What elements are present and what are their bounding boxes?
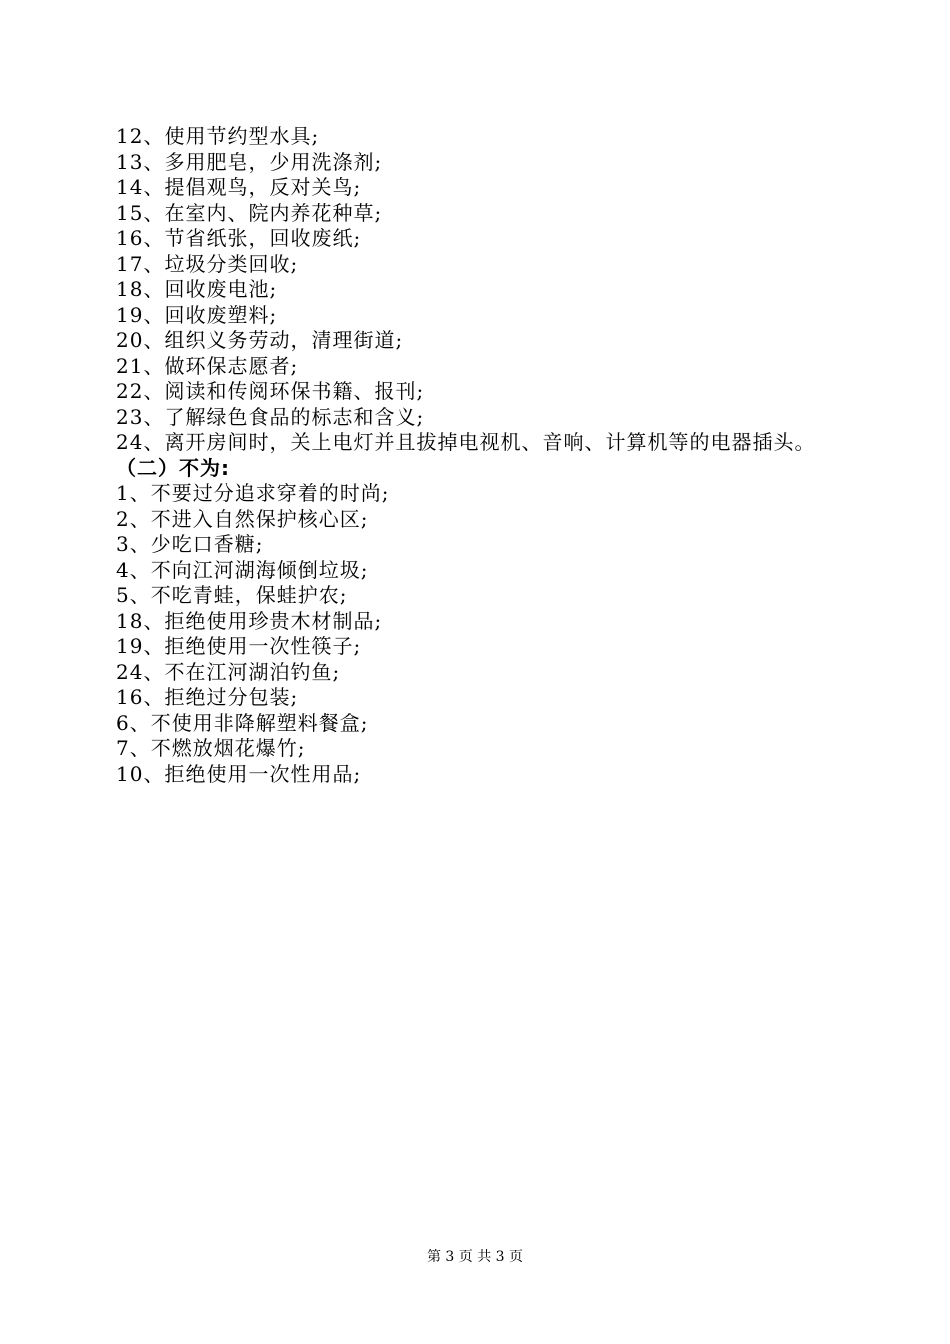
section-heading: （二）不为: xyxy=(116,455,230,480)
list-item: 24、不在江河湖泊钓鱼; xyxy=(116,659,341,684)
list-item: 5、不吃青蛙，保蛙护农; xyxy=(116,583,348,607)
list-item: 17、垃圾分类回收; xyxy=(116,251,299,276)
list-item: 4、不向江河湖海倾倒垃圾; xyxy=(116,557,369,582)
list-item: 16、节省纸张，回收废纸; xyxy=(116,226,362,250)
list-item: 22、阅读和传阅环保书籍、报刊; xyxy=(116,379,425,403)
list-item: 14、提倡观鸟，反对关鸟; xyxy=(116,175,362,199)
list-item: 1、不要过分追求穿着的时尚; xyxy=(116,481,390,505)
list-item: 15、在室内、院内养花种草; xyxy=(116,200,383,225)
list-item: 23、了解绿色食品的标志和含义; xyxy=(116,404,425,429)
list-item: 19、拒绝使用一次性筷子; xyxy=(116,634,362,658)
list-item: 18、回收废电池; xyxy=(116,277,278,301)
list-item: 19、回收废塑料; xyxy=(116,302,278,327)
list-item: 24、离开房间时，关上电灯并且拔掉电视机、音响、计算机等的电器插头。 xyxy=(116,430,816,454)
list-item: 18、拒绝使用珍贵木材制品; xyxy=(116,608,383,633)
list-item: 3、少吃口香糖; xyxy=(116,532,264,556)
document-body xyxy=(116,124,896,787)
list-item: 2、不进入自然保护核心区; xyxy=(116,506,369,531)
list-item: 7、不燃放烟花爆竹; xyxy=(116,736,306,760)
list-item: 20、组织义务劳动，清理街道; xyxy=(116,328,404,352)
list-item: 21、做环保志愿者; xyxy=(116,353,299,378)
list-item: 6、不使用非降解塑料餐盒; xyxy=(116,710,369,735)
list-item: 10、拒绝使用一次性用品; xyxy=(116,761,362,786)
list-item: 13、多用肥皂，少用洗涤剂; xyxy=(116,149,383,174)
page-footer: 第 3 页 共 3 页 xyxy=(426,1249,524,1265)
list-item: 12、使用节约型水具; xyxy=(116,124,320,148)
list-item: 16、拒绝过分包装; xyxy=(116,685,299,709)
